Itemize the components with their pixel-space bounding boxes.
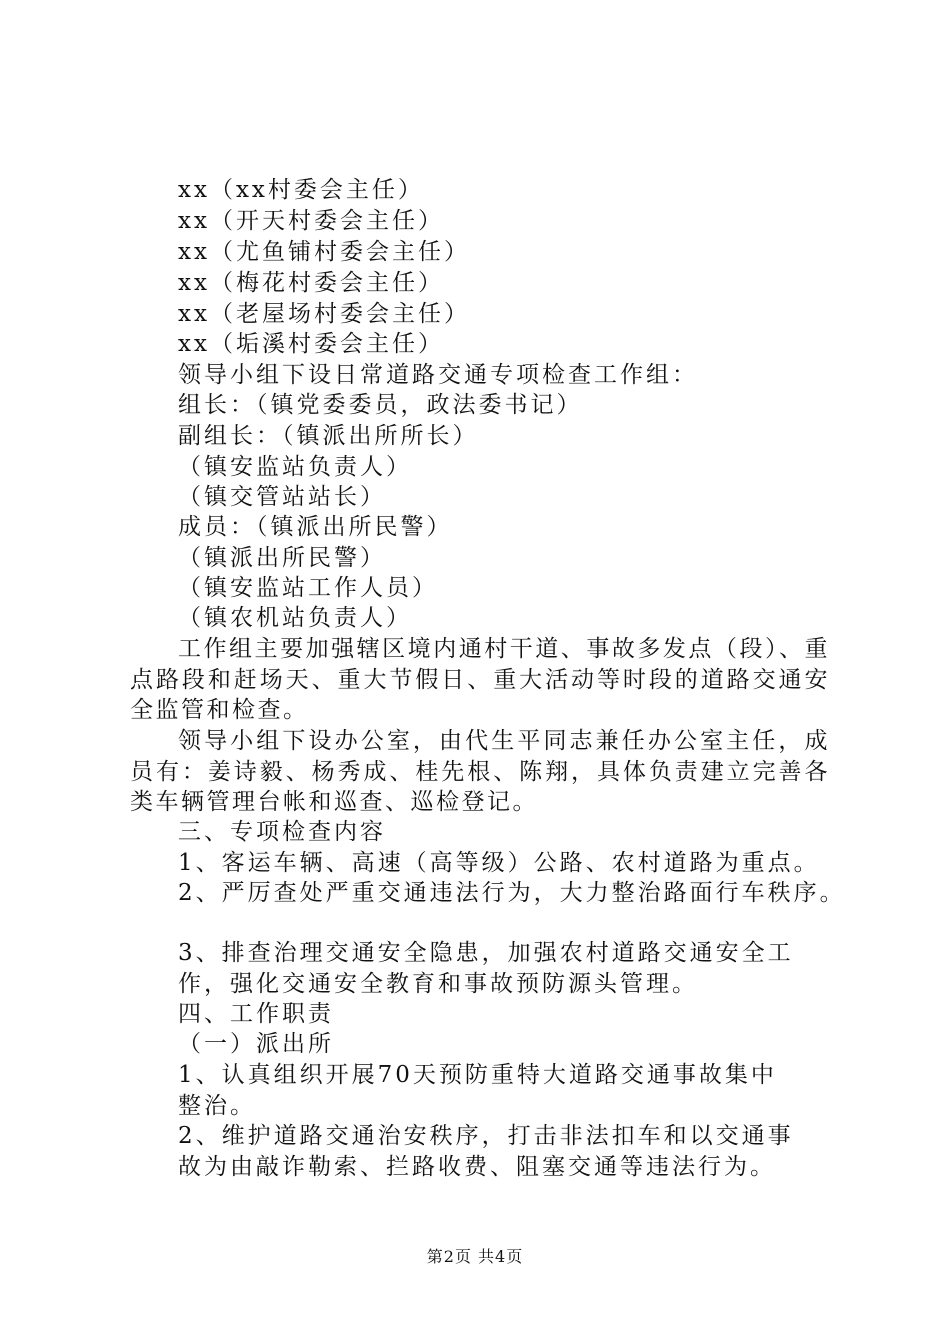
- member-line: xx（尤鱼铺村委会主任）: [178, 239, 470, 265]
- members-line: 成员：（镇派出所民警）: [178, 514, 453, 540]
- item-4-2-line-1: 2、维护道路交通治安秩序，打击非法扣车和以交通事: [178, 1123, 794, 1149]
- item-4-2-line-2: 故为由敲诈勒索、拦路收费、阻塞交通等违法行为。: [178, 1154, 776, 1180]
- paragraph-work-group: 工作组主要加强辖区境内通村干道、事故多发点（段）、重点路段和赶场天、重大节假日、重大活动等时段的道路交通安全监管和检查。: [130, 636, 830, 723]
- subsection-1-title: （一）派出所: [178, 1031, 334, 1057]
- deputy-line: （镇安监站负责人）: [178, 454, 412, 480]
- page-footer: 第2页 共4页: [426, 1247, 524, 1266]
- item-3-3-line-1: 3、排查治理交通安全隐患，加强农村道路交通安全工: [178, 940, 794, 966]
- paragraph-office: 领导小组下设办公室，由代生平同志兼任办公室主任，成员有：姜诗毅、杨秀成、桂先根、陈翔，具体负责建立完善各类车辆管理台帐和巡查、巡检登记。: [130, 728, 830, 815]
- group-intro: 领导小组下设日常道路交通专项检查工作组：: [178, 362, 698, 388]
- item-3-3-line-2: 作，强化交通安全教育和事故预防源头管理。: [178, 971, 698, 997]
- item-4-1-line-1: 1、认真组织开展70天预防重特大道路交通事故集中: [178, 1062, 777, 1088]
- deputy-leader: 副组长：（镇派出所所长）: [178, 423, 479, 449]
- section-3-title: 三、专项检查内容: [178, 819, 386, 845]
- member-line: xx（开天村委会主任）: [178, 208, 444, 234]
- member-line: xx（梅花村委会主任）: [178, 270, 444, 296]
- item-3-2: 2、严厉查处严重交通违法行为，大力整治路面行车秩序。: [178, 880, 846, 906]
- member-line: xx（老屋场村委会主任）: [178, 301, 470, 327]
- item-3-1: 1、客运车辆、高速（高等级）公路、农村道路为重点。: [178, 850, 820, 876]
- member-line: （镇农机站负责人）: [178, 605, 412, 631]
- member-line: （镇派出所民警）: [178, 545, 386, 571]
- member-line: xx（垢溪村委会主任）: [178, 331, 444, 357]
- deputy-line: （镇交管站站长）: [178, 484, 386, 510]
- section-4-title: 四、工作职责: [178, 1001, 334, 1027]
- member-line: xx（xx村委会主任）: [178, 177, 424, 203]
- member-line: （镇安监站工作人员）: [178, 575, 438, 601]
- item-4-1-line-2: 整治。: [178, 1093, 256, 1119]
- group-leader: 组长：（镇党委委员，政法委书记）: [178, 392, 583, 418]
